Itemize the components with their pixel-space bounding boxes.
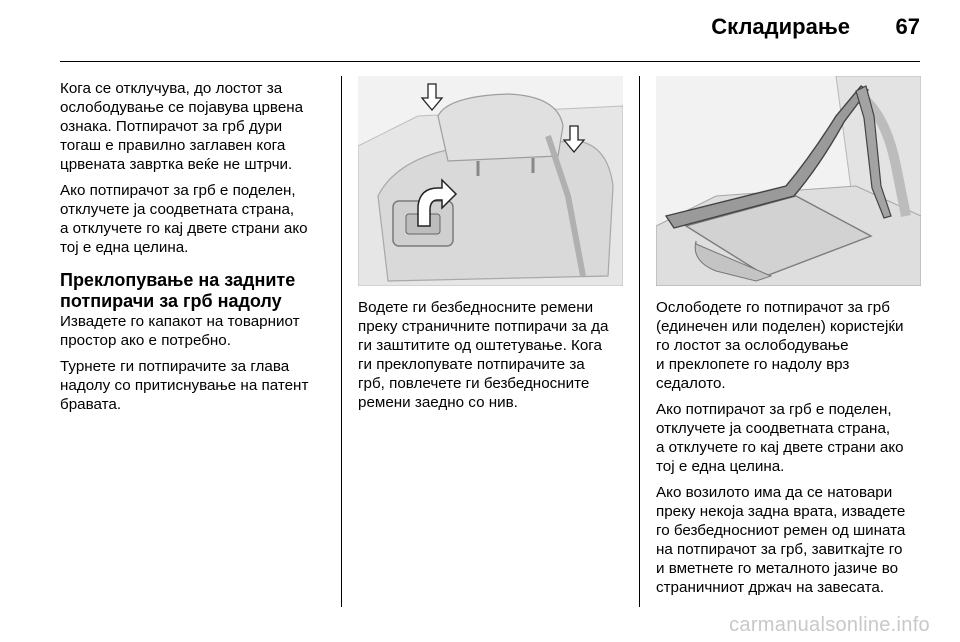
figure-folded-seatback (656, 76, 921, 286)
page-header-title: Складирање (711, 14, 850, 39)
right-column (656, 298, 931, 604)
right-paragraph-1: Ослободете го потпирачот за грб (единечен или поделен) користејќи го лостот за ослободување и преклопете го надолу врз седалото. (656, 299, 904, 392)
left-paragraph-1: Кога се отклучува, до лостот за ослободување се појавува црвена ознака. Потпирачот за грб дури тогаш е правилно заглавен кога црвената завртка веќе не штрчи. (60, 80, 304, 173)
figure-headrest-release (358, 76, 623, 286)
left-paragraph-3: Извадете го капакот на товарниот простор ако е потребно. (60, 313, 300, 349)
left-column (60, 79, 335, 421)
header-rule (60, 61, 920, 62)
section-heading: Преклопување на задните потпирачи за грб надолу (60, 270, 296, 311)
column-divider-right (639, 76, 640, 607)
column-divider-left (341, 76, 342, 607)
watermark: carmanualsonline.info (729, 614, 930, 636)
left-paragraph-4: Турнете ги потпирачите за глава надолу со притиснување на патент бравата. (60, 358, 309, 413)
right-paragraph-3: Ако возилото има да се натовари преку некоја задна врата, извадете го безбедносниот ремен од шината на потпирачот за грб, завиткајте го и вметнете го металното јазиче во страничниот држач на завесата. (656, 484, 906, 596)
headrest-illustration (358, 76, 623, 286)
middle-column (358, 298, 633, 419)
seatback-illustration (656, 76, 921, 286)
left-paragraph-2: Ако потпирачот за грб е поделен, отклучете ја соодветната страна, а отклучете го кај двете страни ако тој е една целина. (60, 182, 308, 256)
figure-caption: Водете ги безбедносните ремени преку страничните потпирачи за да ги заштитите од оштетување. Кога ги преклопувате потпирачите за грб, повлечете ги безбедносните ремени заедно со нив. (358, 299, 609, 411)
right-paragraph-2: Ако потпирачот за грб е поделен, отклучете ја соодветната страна, а отклучете го кај двете страни ако тој е една целина. (656, 401, 904, 475)
page-number: 67 (895, 14, 920, 39)
